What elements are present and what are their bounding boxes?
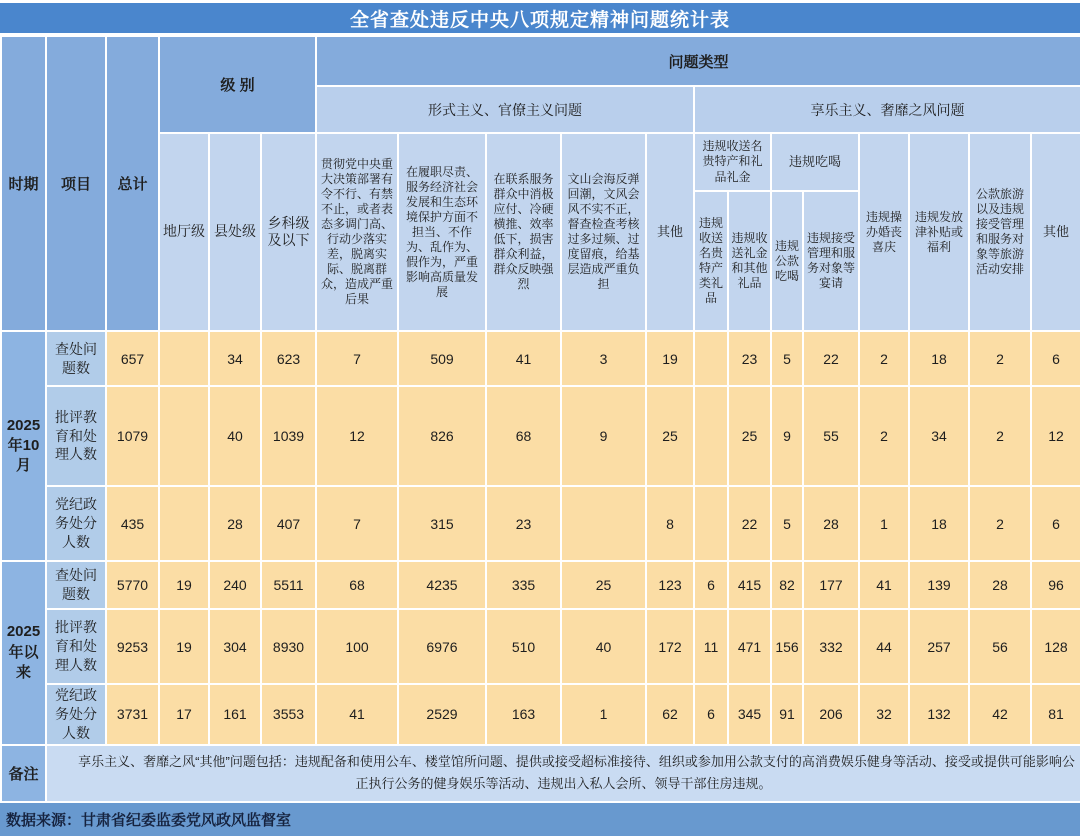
header-dining-col-2: 违规接受管理和服务对象等宴请 <box>803 191 859 331</box>
data-cell: 40 <box>209 386 261 486</box>
table-row <box>1 561 1080 609</box>
data-cell: 19 <box>159 561 209 609</box>
row-label: 党纪政务处分人数 <box>46 486 106 561</box>
data-cell: 5511 <box>261 561 316 609</box>
header-level-group: 级 别 <box>159 36 316 133</box>
data-cell: 304 <box>209 609 261 684</box>
data-cell: 25 <box>561 561 646 609</box>
data-cell: 2 <box>969 386 1031 486</box>
header-gifts-col-2: 违规收送礼金和其他礼品 <box>728 191 771 331</box>
data-cell: 123 <box>646 561 694 609</box>
data-cell: 163 <box>486 684 561 745</box>
data-cell: 81 <box>1031 684 1080 745</box>
row-label: 查处问题数 <box>46 331 106 386</box>
data-cell: 315 <box>398 486 486 561</box>
data-cell: 2 <box>969 486 1031 561</box>
header-problem-type: 问题类型 <box>316 36 1080 86</box>
data-cell: 2 <box>859 331 909 386</box>
table-row <box>1 684 1080 745</box>
data-cell: 11 <box>694 609 728 684</box>
data-cell: 435 <box>106 486 159 561</box>
table-row <box>1 609 1080 684</box>
data-cell: 5 <box>771 331 803 386</box>
data-cell: 1 <box>859 486 909 561</box>
data-cell: 407 <box>261 486 316 561</box>
data-cell: 6 <box>694 561 728 609</box>
data-cell: 18 <box>909 486 969 561</box>
data-cell: 471 <box>728 609 771 684</box>
data-cell: 2529 <box>398 684 486 745</box>
data-cell <box>694 386 728 486</box>
data-cell: 156 <box>771 609 803 684</box>
data-cell: 6 <box>1031 486 1080 561</box>
data-cell: 5 <box>771 486 803 561</box>
header-formalism-col-2: 在履职尽责、服务经济社会发展和生态环境保护方面不担当、不作为、乱作为、假作为，严重影响高质量发展 <box>398 133 486 331</box>
data-cell <box>159 331 209 386</box>
data-cell: 44 <box>859 609 909 684</box>
data-cell: 1039 <box>261 386 316 486</box>
header-formalism-other: 其他 <box>646 133 694 331</box>
data-cell: 9253 <box>106 609 159 684</box>
header-total: 总计 <box>106 36 159 331</box>
data-cell: 34 <box>209 331 261 386</box>
data-cell: 41 <box>859 561 909 609</box>
data-cell: 3731 <box>106 684 159 745</box>
data-cell: 206 <box>803 684 859 745</box>
header-period: 时期 <box>1 36 46 331</box>
header-level-county: 县处级 <box>209 133 261 331</box>
row-label: 查处问题数 <box>46 561 106 609</box>
header-hedonism-weddings: 违规操办婚丧喜庆 <box>859 133 909 331</box>
data-cell: 509 <box>398 331 486 386</box>
data-cell: 335 <box>486 561 561 609</box>
data-cell: 4235 <box>398 561 486 609</box>
table-title: 全省查处违反中央八项规定精神问题统计表 <box>0 3 1080 33</box>
data-cell: 2 <box>859 386 909 486</box>
data-cell: 25 <box>728 386 771 486</box>
data-cell: 28 <box>969 561 1031 609</box>
header-hedonism-group: 享乐主义、奢靡之风问题 <box>694 86 1080 133</box>
data-cell <box>159 386 209 486</box>
data-cell: 42 <box>969 684 1031 745</box>
data-cell: 9 <box>561 386 646 486</box>
data-cell: 6 <box>1031 331 1080 386</box>
data-cell: 257 <box>909 609 969 684</box>
data-cell: 55 <box>803 386 859 486</box>
note-label: 备注 <box>1 745 46 802</box>
period-label-oct: 2025年10月 <box>1 331 46 561</box>
header-formalism-col-3: 在联系服务群众中消极应付、冷硬横推、效率低下，损害群众利益，群众反映强烈 <box>486 133 561 331</box>
header-formalism-col-1: 贯彻党中央重大决策部署有令不行、有禁不止，或者表态多调门高、行动少落实差，脱离实际、脱离群众，造成严重后果 <box>316 133 398 331</box>
data-cell: 6976 <box>398 609 486 684</box>
data-cell: 5770 <box>106 561 159 609</box>
data-cell: 17 <box>159 684 209 745</box>
row-label: 批评教育和处理人数 <box>46 386 106 486</box>
note-text: 享乐主义、奢靡之风“其他”问题包括：违规配备和使用公车、楼堂馆所问题、提供或接受超标准接待、组织或参加用公款支付的高消费娱乐健身等活动、接受或提供可能影响公正执行公务的健身娱乐等活动、违规出入私人会所、领导干部住房违规。 <box>78 754 1075 792</box>
data-cell: 623 <box>261 331 316 386</box>
data-cell: 19 <box>646 331 694 386</box>
data-cell: 41 <box>316 684 398 745</box>
data-cell: 6 <box>694 684 728 745</box>
header-dining-group: 违规吃喝 <box>771 133 859 191</box>
data-cell: 345 <box>728 684 771 745</box>
data-source-text: 数据来源：甘肃省纪委监委党风政风监督室 <box>6 811 292 829</box>
data-cell: 41 <box>486 331 561 386</box>
data-cell: 128 <box>1031 609 1080 684</box>
data-cell: 240 <box>209 561 261 609</box>
data-cell: 2 <box>969 331 1031 386</box>
page <box>0 3 1080 836</box>
data-cell: 12 <box>1031 386 1080 486</box>
data-cell: 161 <box>209 684 261 745</box>
data-cell: 8 <box>646 486 694 561</box>
header-level-township: 乡科级及以下 <box>261 133 316 331</box>
header-formalism-group: 形式主义、官僚主义问题 <box>316 86 694 133</box>
data-cell: 25 <box>646 386 694 486</box>
data-cell: 3 <box>561 331 646 386</box>
data-cell: 23 <box>486 486 561 561</box>
data-cell: 100 <box>316 609 398 684</box>
data-cell: 40 <box>561 609 646 684</box>
data-cell: 415 <box>728 561 771 609</box>
data-cell <box>694 331 728 386</box>
data-cell <box>694 486 728 561</box>
header-dining-col-1: 违规公款吃喝 <box>771 191 803 331</box>
data-cell: 82 <box>771 561 803 609</box>
data-cell: 32 <box>859 684 909 745</box>
header-gifts-group: 违规收送名贵特产和礼品礼金 <box>694 133 771 191</box>
data-cell: 9 <box>771 386 803 486</box>
data-cell <box>159 486 209 561</box>
data-cell: 68 <box>316 561 398 609</box>
data-cell: 23 <box>728 331 771 386</box>
header-item: 项目 <box>46 36 106 331</box>
data-source-bar <box>0 803 1080 836</box>
data-cell: 7 <box>316 486 398 561</box>
data-cell: 28 <box>209 486 261 561</box>
data-cell: 22 <box>803 331 859 386</box>
table-row <box>1 386 1080 486</box>
data-cell: 34 <box>909 386 969 486</box>
header-hedonism-allowances: 违规发放津补贴或福利 <box>909 133 969 331</box>
note-text-cell <box>46 745 1080 802</box>
period-label-ytd: 2025年以来 <box>1 561 46 745</box>
data-cell: 96 <box>1031 561 1080 609</box>
data-cell: 68 <box>486 386 561 486</box>
data-cell: 1 <box>561 684 646 745</box>
data-cell: 28 <box>803 486 859 561</box>
row-label: 批评教育和处理人数 <box>46 609 106 684</box>
table-row <box>1 331 1080 386</box>
table-row <box>1 486 1080 561</box>
data-cell: 18 <box>909 331 969 386</box>
data-cell: 826 <box>398 386 486 486</box>
row-label: 党纪政务处分人数 <box>46 684 106 745</box>
data-cell: 139 <box>909 561 969 609</box>
data-cell: 7 <box>316 331 398 386</box>
data-cell: 172 <box>646 609 694 684</box>
data-cell: 3553 <box>261 684 316 745</box>
statistics-table <box>0 35 1080 803</box>
data-cell: 62 <box>646 684 694 745</box>
data-cell: 8930 <box>261 609 316 684</box>
header-formalism-col-4: 文山会海反弹回潮，文风会风不实不正，督查检查考核过多过频、过度留痕，给基层造成严重负担 <box>561 133 646 331</box>
note-row <box>1 745 1080 802</box>
header-level-prefecture: 地厅级 <box>159 133 209 331</box>
data-cell: 332 <box>803 609 859 684</box>
data-cell: 1079 <box>106 386 159 486</box>
data-cell: 19 <box>159 609 209 684</box>
data-cell: 91 <box>771 684 803 745</box>
header-hedonism-travel: 公款旅游以及违规接受管理和服务对象等旅游活动安排 <box>969 133 1031 331</box>
data-cell: 177 <box>803 561 859 609</box>
data-cell: 22 <box>728 486 771 561</box>
header-hedonism-other: 其他 <box>1031 133 1080 331</box>
header-gifts-col-1: 违规收送名贵特产类礼品 <box>694 191 728 331</box>
data-cell: 657 <box>106 331 159 386</box>
data-cell: 12 <box>316 386 398 486</box>
data-cell: 56 <box>969 609 1031 684</box>
data-cell <box>561 486 646 561</box>
data-cell: 510 <box>486 609 561 684</box>
data-cell: 132 <box>909 684 969 745</box>
